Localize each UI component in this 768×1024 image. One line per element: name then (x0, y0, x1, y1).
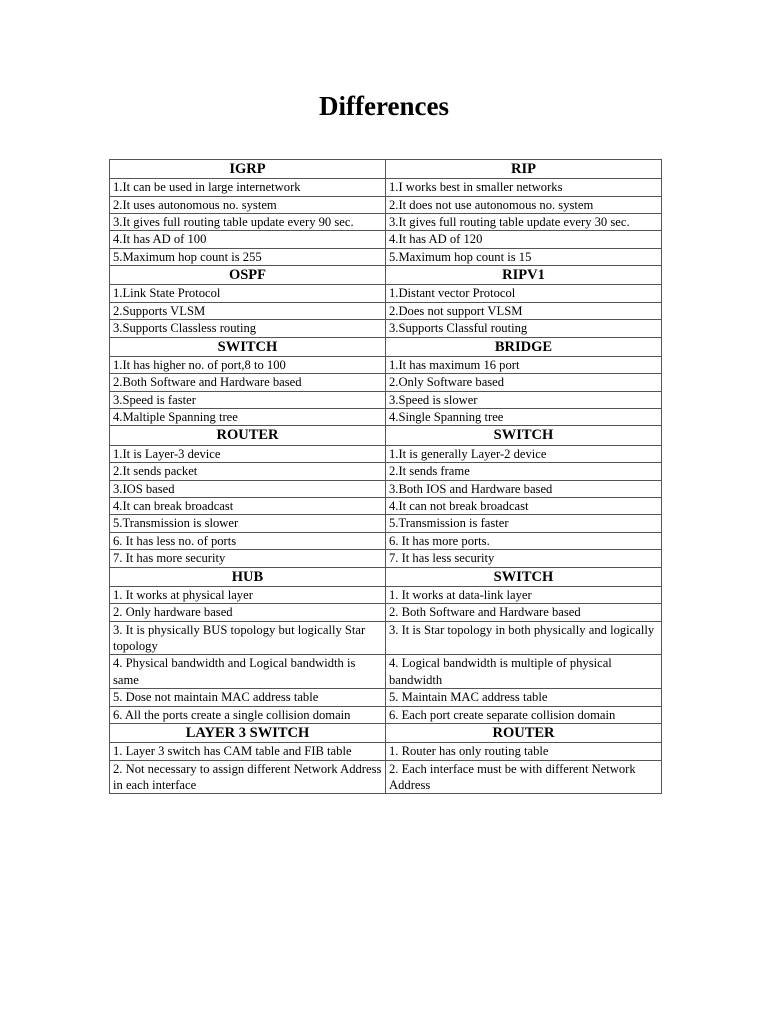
left-cell: 3.Supports Classless routing (110, 320, 386, 337)
table-row (110, 391, 662, 408)
left-cell: 3.IOS based (110, 480, 386, 497)
right-section-header: RIPV1 (386, 266, 662, 285)
right-cell: 2.It sends frame (386, 463, 662, 480)
left-cell: 2. Only hardware based (110, 604, 386, 621)
right-cell: 7. It has less security (386, 550, 662, 567)
table-row (110, 214, 662, 231)
right-cell: 3.Both IOS and Hardware based (386, 480, 662, 497)
right-cell: 5. Maintain MAC address table (386, 689, 662, 706)
left-cell: 4. Physical bandwidth and Logical bandwidth is same (110, 655, 386, 689)
left-cell: 1.It is Layer-3 device (110, 445, 386, 462)
table-row (110, 480, 662, 497)
left-section-header: SWITCH (110, 337, 386, 356)
table-row (110, 196, 662, 213)
left-cell: 2. Not necessary to assign different Network Address in each interface (110, 760, 386, 794)
section-header-row (110, 337, 662, 356)
left-cell: 1.It has higher no. of port,8 to 100 (110, 356, 386, 373)
left-section-header: LAYER 3 SWITCH (110, 723, 386, 742)
table-row (110, 515, 662, 532)
table-row (110, 497, 662, 514)
right-cell: 4.It can not break broadcast (386, 497, 662, 514)
right-cell: 3. It is Star topology in both physically and logically (386, 621, 662, 655)
right-cell: 2. Each interface must be with different Network Address (386, 760, 662, 794)
table-row (110, 743, 662, 760)
right-cell: 5.Transmission is faster (386, 515, 662, 532)
table-row (110, 689, 662, 706)
right-cell: 1. It works at data-link layer (386, 586, 662, 603)
left-section-header: OSPF (110, 266, 386, 285)
section-header-row (110, 160, 662, 179)
left-cell: 7. It has more security (110, 550, 386, 567)
section-header-row (110, 266, 662, 285)
left-cell: 4.Maltiple Spanning tree (110, 409, 386, 426)
table-row (110, 655, 662, 689)
right-cell: 3.Supports Classful routing (386, 320, 662, 337)
section-header-row (110, 567, 662, 586)
right-section-header: SWITCH (386, 426, 662, 445)
right-section-header: BRIDGE (386, 337, 662, 356)
right-cell: 2.Only Software based (386, 374, 662, 391)
table-row (110, 586, 662, 603)
left-cell: 5. Dose not maintain MAC address table (110, 689, 386, 706)
left-cell: 6. All the ports create a single collision domain (110, 706, 386, 723)
comparison-table-body (110, 160, 662, 794)
table-row (110, 621, 662, 655)
table-row (110, 706, 662, 723)
table-row (110, 604, 662, 621)
left-cell: 1. It works at physical layer (110, 586, 386, 603)
left-cell: 2.It uses autonomous no. system (110, 196, 386, 213)
right-cell: 5.Maximum hop count is 15 (386, 248, 662, 265)
table-row (110, 760, 662, 794)
right-cell: 2.Does not support VLSM (386, 302, 662, 319)
table-row (110, 285, 662, 302)
right-cell: 3.Speed is slower (386, 391, 662, 408)
table-row (110, 356, 662, 373)
table-row (110, 302, 662, 319)
right-section-header: RIP (386, 160, 662, 179)
table-row (110, 374, 662, 391)
left-cell: 2.Both Software and Hardware based (110, 374, 386, 391)
table-row (110, 463, 662, 480)
table-row (110, 179, 662, 196)
right-cell: 4.Single Spanning tree (386, 409, 662, 426)
left-cell: 4.It has AD of 100 (110, 231, 386, 248)
right-cell: 2.It does not use autonomous no. system (386, 196, 662, 213)
page-title: Differences (319, 91, 449, 121)
right-cell: 1.It has maximum 16 port (386, 356, 662, 373)
left-cell: 6. It has less no. of ports (110, 532, 386, 549)
left-cell: 1.Link State Protocol (110, 285, 386, 302)
left-cell: 5.Transmission is slower (110, 515, 386, 532)
left-cell: 3.Speed is faster (110, 391, 386, 408)
left-cell: 4.It can break broadcast (110, 497, 386, 514)
table-row (110, 445, 662, 462)
left-cell: 5.Maximum hop count is 255 (110, 248, 386, 265)
table-row (110, 320, 662, 337)
left-cell: 2.Supports VLSM (110, 302, 386, 319)
section-header-row (110, 426, 662, 445)
right-section-header: SWITCH (386, 567, 662, 586)
right-cell: 6. Each port create separate collision domain (386, 706, 662, 723)
right-cell: 1.It is generally Layer-2 device (386, 445, 662, 462)
left-section-header: IGRP (110, 160, 386, 179)
left-cell: 1.It can be used in large internetwork (110, 179, 386, 196)
right-cell: 2. Both Software and Hardware based (386, 604, 662, 621)
table-row (110, 248, 662, 265)
table-row (110, 231, 662, 248)
right-cell: 4. Logical bandwidth is multiple of physical bandwidth (386, 655, 662, 689)
table-row (110, 409, 662, 426)
right-section-header: ROUTER (386, 723, 662, 742)
left-cell: 3.It gives full routing table update every 90 sec. (110, 214, 386, 231)
section-header-row (110, 723, 662, 742)
right-cell: 6. It has more ports. (386, 532, 662, 549)
right-cell: 1.Distant vector Protocol (386, 285, 662, 302)
right-cell: 4.It has AD of 120 (386, 231, 662, 248)
left-section-header: HUB (110, 567, 386, 586)
right-cell: 1.I works best in smaller networks (386, 179, 662, 196)
right-cell: 3.It gives full routing table update every 30 sec. (386, 214, 662, 231)
right-cell: 1. Router has only routing table (386, 743, 662, 760)
left-cell: 2.It sends packet (110, 463, 386, 480)
left-section-header: ROUTER (110, 426, 386, 445)
table-row (110, 532, 662, 549)
left-cell: 3. It is physically BUS topology but logically Star topology (110, 621, 386, 655)
comparison-table (109, 159, 662, 794)
left-cell: 1. Layer 3 switch has CAM table and FIB table (110, 743, 386, 760)
table-row (110, 550, 662, 567)
